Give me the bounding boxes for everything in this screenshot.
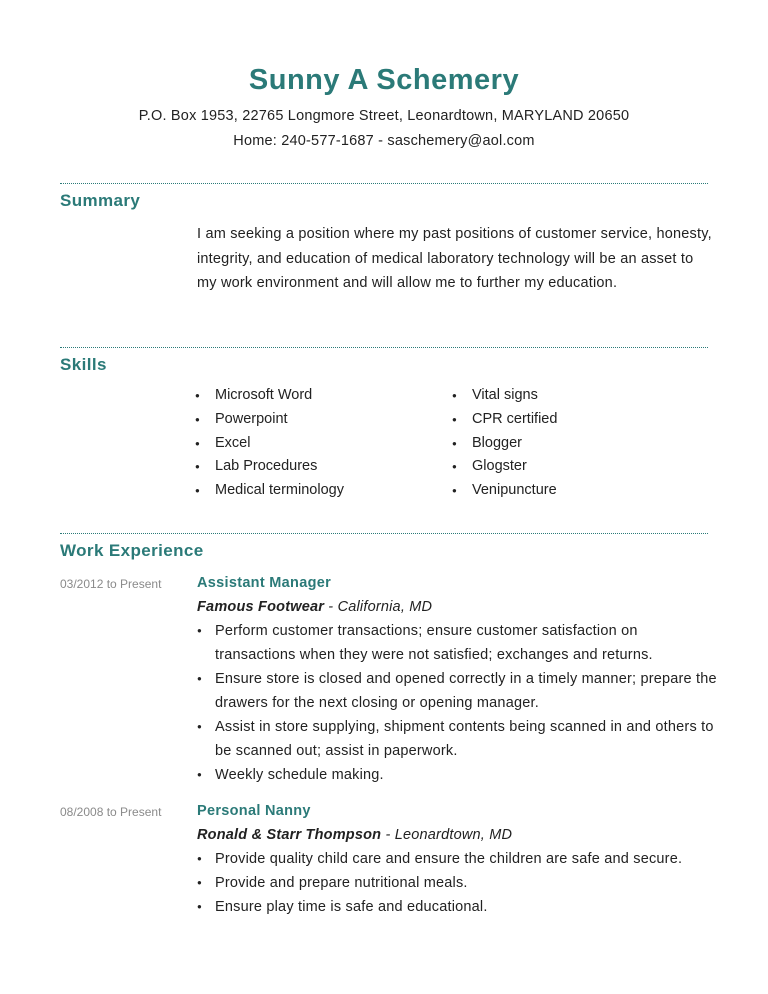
skill-item: ● Microsoft Word — [195, 384, 344, 408]
skill-item: ● Medical terminology — [195, 479, 344, 503]
skills-list-1 — [195, 384, 344, 503]
skill-item: ● CPR certified — [452, 408, 557, 432]
job-company-line — [197, 827, 512, 843]
skill-item: ● Powerpoint — [195, 408, 344, 432]
skill-item: ● Lab Procedures — [195, 455, 344, 479]
job-title: Assistant Manager — [197, 575, 332, 591]
contact-info: Home: 240-577-1687 - saschemery@aol.com — [233, 133, 535, 149]
duty-item: ● Ensure store is closed and opened correctly in a timely manner; prepare the drawers for the next closing or opening manager. — [197, 667, 717, 715]
skill-item: ● Excel — [195, 432, 344, 456]
duty-item: ● Perform customer transactions; ensure customer satisfaction on transactions when they were not satisfied; exchanges and returns. — [197, 619, 717, 667]
section-divider — [60, 183, 708, 184]
company-name: Ronald & Starr Thompson — [197, 827, 382, 843]
job-company-line — [197, 599, 432, 615]
company-location: - Leonardtown, MD — [381, 827, 513, 843]
skill-item: ● Venipuncture — [452, 479, 557, 503]
resume-name: Sunny A Schemery — [248, 64, 520, 96]
job-dates: 08/2008 to Present — [60, 805, 162, 819]
company-location: - California, MD — [324, 599, 433, 615]
duty-item: ● Ensure play time is safe and educational. — [197, 895, 717, 919]
section-divider — [60, 533, 708, 534]
duty-item: ● Assist in store supplying, shipment contents being scanned in and others to be scanned out; assist in paperwork. — [197, 715, 717, 763]
job-title: Personal Nanny — [197, 803, 311, 819]
duty-item: ● Provide and prepare nutritional meals. — [197, 871, 717, 895]
skills-heading: Skills — [60, 355, 107, 374]
skills-list-2 — [452, 384, 557, 503]
duty-item: ● Provide quality child care and ensure the children are safe and secure. — [197, 847, 717, 871]
summary-text: I am seeking a position where my past positions of customer service, honesty, integrity, and education of medical laboratory technology will be an asset to my work environment and will allow me to further my education. — [197, 226, 712, 291]
skill-item: ● Blogger — [452, 432, 557, 456]
job-dates: 03/2012 to Present — [60, 577, 162, 591]
skill-item: ● Vital signs — [452, 384, 557, 408]
work-experience-heading: Work Experience — [60, 541, 204, 560]
job-duties — [197, 619, 717, 787]
section-divider — [60, 347, 708, 348]
skill-item: ● Glogster — [452, 455, 557, 479]
duty-item: ● Weekly schedule making. — [197, 763, 717, 787]
company-name: Famous Footwear — [197, 599, 325, 615]
address: P.O. Box 1953, 22765 Longmore Street, Leonardtown, MARYLAND 20650 — [138, 108, 630, 124]
job-duties — [197, 847, 717, 919]
summary-heading: Summary — [60, 191, 141, 210]
